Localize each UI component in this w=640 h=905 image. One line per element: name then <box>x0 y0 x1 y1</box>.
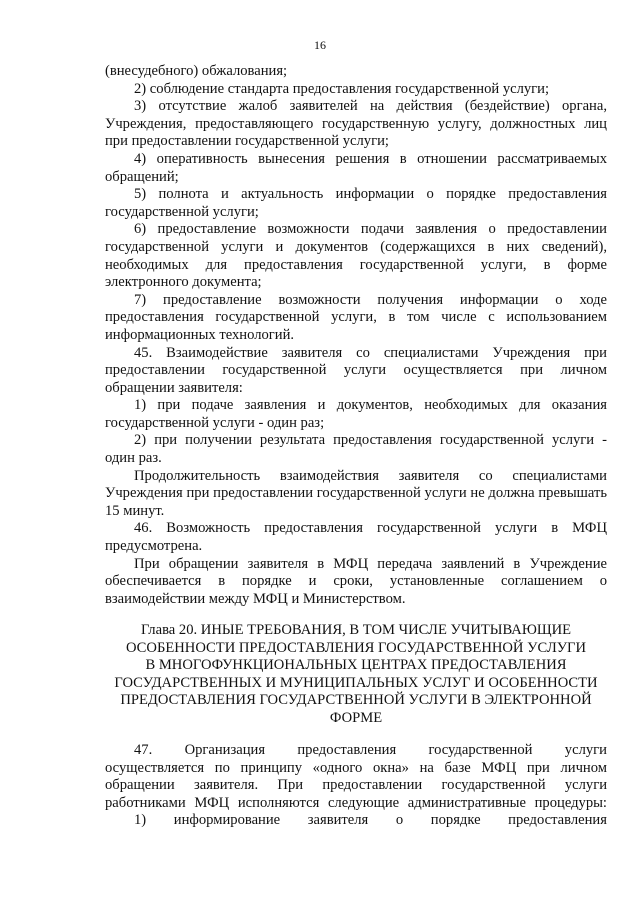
paragraph: 2) при получении результата предоставления государственной услуги - один раз. <box>105 432 607 467</box>
paragraph: 3) отсутствие жалоб заявителей на действия (бездействие) органа, Учреждения, предоставляющего государственную услугу, должностных лиц при предоставлении государственной услуги; <box>105 98 607 150</box>
paragraph: 2) соблюдение стандарта предоставления государственной услуги; <box>134 80 550 97</box>
paragraph-47-line: осуществляется по принципу «одного окна» на базе МФЦ при личном <box>105 759 607 776</box>
word: услуги <box>564 742 607 758</box>
word: предоставления <box>508 812 607 829</box>
chapter-heading-line: ГОСУДАРСТВЕННЫХ И МУНИЦИПАЛЬНЫХ УСЛУГ И ОСОБЕННОСТИ <box>114 674 598 691</box>
paragraph: (внесудебного) обжалования; <box>105 63 288 79</box>
word: Организация <box>184 742 266 758</box>
paragraph-47-line: обращении заявителя. При предоставлении государственной услуги <box>105 777 607 794</box>
word: о <box>395 812 404 829</box>
paragraph: 7) предоставление возможности получения информации о ходе предоставления государственной услуги, в том числе с использованием информационных технологий. <box>105 291 607 343</box>
paragraph: 45. Взаимодействие заявителя со специалистами Учреждения при предоставлении государственной услуги осуществляется при личном обращении заявителя: <box>105 344 607 396</box>
paragraph: При обращении заявителя в МФЦ передача заявлений в Учреждение обеспечивается в порядке и сроки, установленные соглашением о взаимодействии между МФЦ и Министерством. <box>105 555 607 607</box>
body-text <box>105 63 607 608</box>
word: информирование <box>173 812 281 829</box>
paragraph: 5) полнота и актуальность информации о порядке предоставления государственной услуги; <box>105 186 607 220</box>
word: государственной <box>428 742 533 758</box>
paragraph-47-first-line <box>105 742 607 760</box>
paragraph-47 <box>105 742 607 830</box>
list-item-start-line <box>105 812 607 830</box>
word: 47. <box>134 742 153 758</box>
word: предоставления <box>297 742 397 758</box>
chapter-heading-line: В МНОГОФУНКЦИОНАЛЬНЫХ ЦЕНТРАХ ПРЕДОСТАВЛЕНИЯ <box>145 657 567 674</box>
word: 1) <box>134 812 147 829</box>
word: порядке <box>430 812 481 829</box>
paragraph: Продолжительность взаимодействия заявителя со специалистами Учреждения при предоставлении государственной услуги не должна превышать 15 минут. <box>105 467 607 519</box>
chapter-heading-line: ФОРМЕ <box>329 709 383 726</box>
chapter-heading-line: ПРЕДОСТАВЛЕНИЯ ГОСУДАРСТВЕННОЙ УСЛУГИ В ЭЛЕКТРОННОЙ <box>120 692 592 709</box>
paragraph: 6) предоставление возможности подачи заявления о предоставлении государственной услуги и документов (содержащихся в них сведений), необходимых для предоставления государственной услуги, в форме электронного документа; <box>105 221 607 291</box>
chapter-heading <box>105 622 607 728</box>
paragraph: 1) при подаче заявления и документов, необходимых для оказания государственной услуги - один раз; <box>105 397 607 431</box>
chapter-heading-line: Глава 20. ИНЫЕ ТРЕБОВАНИЯ, В ТОМ ЧИСЛЕ УЧИТЫВАЮЩИЕ <box>140 622 572 638</box>
word: заявителя <box>307 812 369 829</box>
page-number: 16 <box>314 38 326 52</box>
paragraph: 4) оперативность вынесения решения в отношении рассматриваемых обращений; <box>105 150 607 185</box>
chapter-heading-line: ОСОБЕННОСТИ ПРЕДОСТАВЛЕНИЯ ГОСУДАРСТВЕННОЙ УСЛУГИ <box>125 639 587 656</box>
paragraph: 46. Возможность предоставления государственной услуги в МФЦ предусмотрена. <box>105 520 607 555</box>
paragraph-47-line: работниками МФЦ исполняются следующие административные процедуры: <box>105 794 607 811</box>
